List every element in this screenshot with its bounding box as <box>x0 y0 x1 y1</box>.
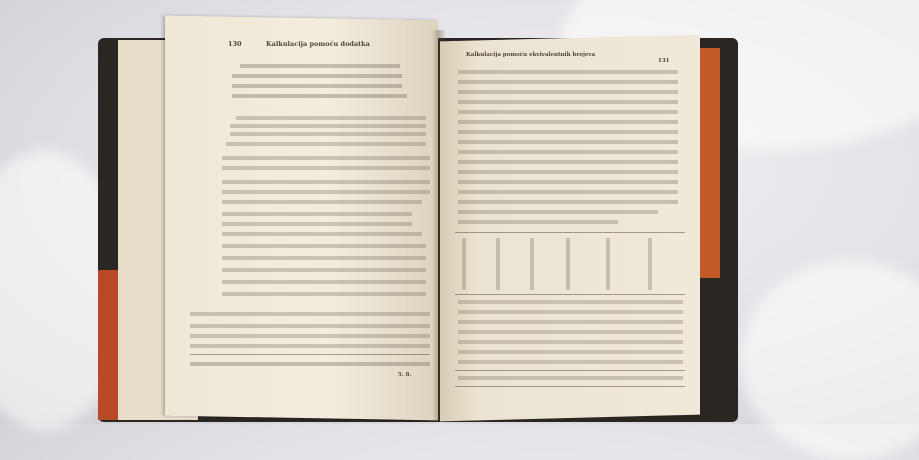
right-page-header: Kalkulacija pomoću ekvivalentnih brojeva <box>466 52 596 58</box>
left-page-header: Kalkulacija pomoću dodatka <box>266 40 370 48</box>
left-page-signature: 5. 8. <box>398 372 412 378</box>
right-page-number: 131 <box>658 58 670 64</box>
left-page-number: 130 <box>228 40 242 48</box>
cloth-fold <box>740 260 919 460</box>
book-cover-edge-right <box>700 48 720 278</box>
book-cover-spine-left <box>98 270 120 420</box>
